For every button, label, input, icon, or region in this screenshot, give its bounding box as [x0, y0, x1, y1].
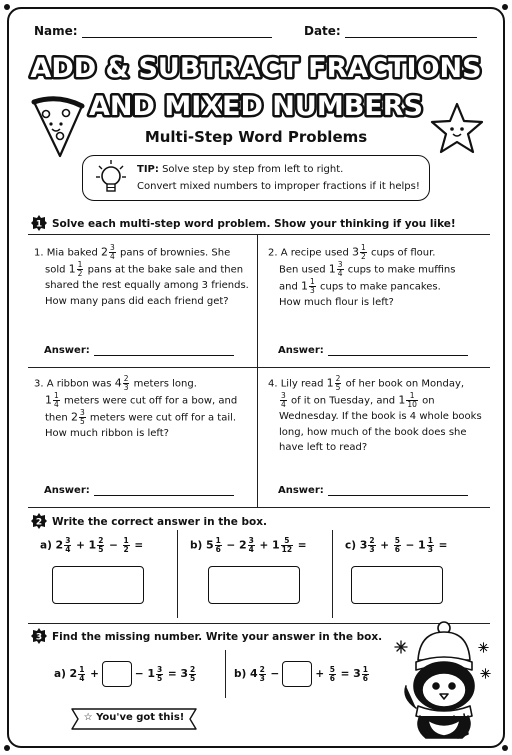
answer-4[interactable]: Answer: [278, 485, 468, 496]
corner-dot [4, 4, 10, 10]
section-2-divider [332, 530, 333, 618]
answer-box-2a[interactable] [52, 566, 144, 604]
section-1-divider [257, 234, 258, 507]
section-2-title: Write the correct answer in the box. [52, 516, 268, 528]
corner-dot [4, 745, 10, 751]
problem-3: 3. A ribbon was 4 $\frac{2}{3}$ meters long. 1 $\frac{1}{4}$ meters were cut off for a bow, and then 2 $\frac{3}{5}$ meters were cut off for a tail. How much ribbon is left? [34, 374, 238, 439]
section-2-badge [30, 512, 48, 530]
lightbulb-icon [94, 157, 128, 199]
title-line-2: AND MIXED NUMBERS [89, 91, 423, 122]
problem-4: 4. Lily read 1 $\frac{2}{5}$ of her book on Monday, $\frac{3}{4}$ of it on Tuesday, and 1 $\frac{1}{10}$ on Wednesday. If the book is 4 whole books long, how much of the book does she have left to read? [268, 374, 482, 453]
answer-box-2c[interactable] [351, 566, 443, 604]
expression-3a: a) 2 $\frac{1}{4}$ + − 1 $\frac{3}{5}$ = 3 $\frac{2}{5}$ [54, 661, 197, 687]
missing-number-box-3b[interactable] [282, 661, 312, 687]
date-line[interactable] [345, 25, 477, 38]
date-field[interactable] [304, 24, 477, 38]
section-1-divider [28, 367, 490, 368]
answer-1[interactable]: Answer: [44, 345, 234, 356]
answer-box-2b[interactable] [208, 566, 300, 604]
expression-2c: c) 3 $\frac{2}{3}$ + $\frac{5}{6}$ − 1 $\frac{1}{3}$ = [345, 536, 448, 554]
tip-line-1: Solve step by step from left to right. [162, 164, 344, 175]
answer-line[interactable] [328, 485, 468, 496]
subtitle: Multi-Step Word Problems [144, 128, 368, 146]
section-2-number: 2 [35, 517, 43, 528]
name-line[interactable] [82, 25, 272, 38]
answer-3[interactable]: Answer: [44, 485, 234, 496]
tip-label: TIP: [137, 164, 159, 175]
answer-line[interactable] [94, 345, 234, 356]
answer-2[interactable]: Answer: [278, 345, 468, 356]
corner-dot [502, 4, 508, 10]
date-label: Date: [304, 24, 341, 38]
snowflake-icon [478, 642, 489, 653]
section-3-divider [225, 650, 226, 698]
section-2-divider [177, 530, 178, 618]
section-1-divider [28, 507, 490, 508]
section-1-number: 1 [35, 219, 43, 230]
penguin-icon [392, 620, 496, 744]
section-3-title: Find the missing number. Write your answer in the box. [52, 631, 383, 643]
section-1-divider [28, 234, 490, 235]
expression-2b: b) 5 $\frac{1}{6}$ − 2 $\frac{3}{4}$ + 1 $\frac{5}{12}$ = [190, 536, 307, 554]
encouragement-text: ☆ You've got this! [83, 712, 185, 723]
snowflake-icon [480, 668, 491, 679]
tip-box [82, 155, 430, 201]
section-3-number: 3 [35, 632, 43, 643]
section-3-badge [30, 627, 48, 645]
expression-2a: a) 2 $\frac{3}{4}$ + 1 $\frac{2}{5}$ − $\frac{1}{2}$ = [40, 536, 144, 554]
snowflake-icon [394, 640, 408, 654]
problem-1: 1. Mia baked 2 $\frac{3}{4}$ pans of brownies. She sold 1 $\frac{1}{2}$ pans at the bake sale and then shared the rest equally among 3 friends. How many pans did each friend get? [34, 243, 249, 307]
title-line-1: ADD & SUBTRACT FRACTIONS [30, 53, 482, 84]
worksheet-title [20, 47, 492, 123]
answer-line[interactable] [94, 485, 234, 496]
section-1-title: Solve each multi-step word problem. Show your thinking if you like! [52, 218, 456, 230]
expression-3b: b) 4 $\frac{2}{3}$ − + $\frac{5}{6}$ = 3 $\frac{1}{6}$ [234, 661, 370, 687]
name-label: Name: [34, 24, 78, 38]
name-field[interactable] [34, 24, 272, 38]
answer-line[interactable] [328, 345, 468, 356]
corner-dot [502, 745, 508, 751]
missing-number-box-3a[interactable] [102, 661, 132, 687]
section-1-badge [30, 214, 48, 232]
problem-2: 2. A recipe used 3 $\frac{1}{2}$ cups of flour. Ben used 1 $\frac{3}{4}$ cups to make muffins and 1 $\frac{1}{3}$ cups to make pancakes. How much flour is left? [268, 243, 456, 308]
tip-line-2: Convert mixed numbers to improper fractions if it helps! [137, 181, 420, 192]
